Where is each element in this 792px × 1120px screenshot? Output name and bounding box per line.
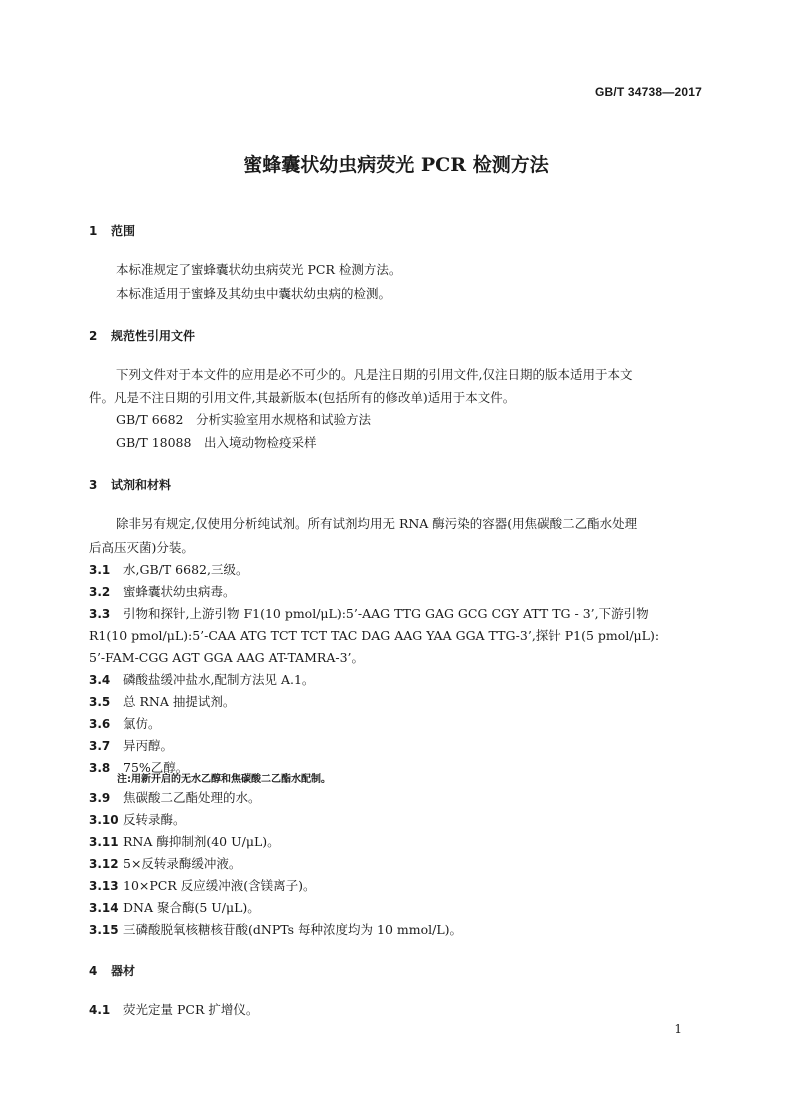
section-title: 规范性引用文件 [111,329,196,343]
clause-text: 10×PCR 反应缓冲液(含镁离子)。 [123,878,316,893]
clause-number: 3.2 [89,585,111,599]
clause-number: 3.10 [89,813,119,827]
clause-text: 总 RNA 抽提试剂。 [123,694,236,709]
clause-3-15 [89,918,704,942]
page-number: 1 [674,1022,682,1036]
clause-3-3-continued: 5’-FAM-CGG AGT GGA AAG AT-TAMRA-3’。 [89,650,365,665]
clause-number: 3.13 [89,879,119,893]
clause-3-3-continued: R1(10 pmol/μL):5’-CAA ATG TCT TCT TAC DAG AAG YAA GGA TTG-3’,探针 P1(5 pmol/μL): [89,628,660,643]
clause-3-1 [89,558,704,582]
section-number: 2 [89,329,98,343]
reference-item: GB/T 18088 出入境动物检疫采样 [116,435,317,450]
clause-3-5 [89,690,704,714]
clause-text: 异丙醇。 [123,738,174,753]
clause-3-9 [89,786,704,810]
clause-3-2 [89,580,704,604]
clause-number: 3.11 [89,835,119,849]
clause-number: 3.6 [89,717,111,731]
clause-3-13 [89,874,704,898]
paragraph: 后高压灭菌)分装。 [89,540,194,555]
clause-text: 反转录酶。 [123,812,186,827]
section-number: 1 [89,224,98,238]
clause-text: RNA 酶抑制剂(40 U/μL)。 [123,834,280,849]
clause-text: 水,GB/T 6682,三级。 [123,562,249,577]
clause-3-6 [89,712,704,736]
clause-text: 75%乙醇。 [123,760,189,775]
clause-4-1 [89,998,704,1022]
clause-text: 蜜蜂囊状幼虫病毒。 [123,584,236,599]
clause-number: 3.14 [89,901,119,915]
clause-number: 3.1 [89,563,111,577]
section-number: 3 [89,478,98,492]
clause-text: 三磷酸脱氧核糖核苷酸(dNPTs 每种浓度均为 10 mmol/L)。 [123,922,463,937]
clause-number: 3.9 [89,791,111,805]
clause-text: DNA 聚合酶(5 U/μL)。 [123,900,260,915]
clause-text: 荧光定量 PCR 扩增仪。 [123,1002,259,1017]
section-title: 试剂和材料 [111,478,172,492]
clause-text: 引物和探针,上游引物 F1(10 pmol/μL):5’-AAG TTG GAG GCG CGY ATT TG - 3’,下游引物 [123,606,649,621]
section-2-heading [89,327,195,344]
section-number: 4 [89,964,98,978]
clause-text: 焦碳酸二乙酯处理的水。 [123,790,261,805]
paragraph: 本标准规定了蜜蜂囊状幼虫病荧光 PCR 检测方法。 [116,262,402,277]
reference-item: GB/T 6682 分析实验室用水规格和试验方法 [116,412,372,427]
standard-number: GB/T 34738—2017 [594,85,702,99]
paragraph: 本标准适用于蜜蜂及其幼虫中囊状幼虫病的检测。 [116,286,392,301]
clause-number: 3.5 [89,695,111,709]
clause-3-7 [89,734,704,758]
clause-3-11 [89,830,704,854]
clause-number: 4.1 [89,1003,111,1017]
clause-3-10 [89,808,704,832]
section-4-heading [89,962,135,979]
paragraph: 下列文件对于本文件的应用是必不可少的。凡是注日期的引用文件,仅注日期的版本适用于本文 [116,367,633,382]
clause-3-14 [89,896,704,920]
clause-number: 3.7 [89,739,111,753]
note: 注:用新开启的无水乙醇和焦碳酸二乙酯水配制。 [117,774,331,785]
paragraph: 除非另有规定,仅使用分析纯试剂。所有试剂均用无 RNA 酶污染的容器(用焦碳酸二乙酯水处理 [116,516,638,531]
clause-number: 3.3 [89,607,111,621]
clause-number: 3.8 [89,761,111,775]
clause-text: 氯仿。 [123,716,161,731]
document-title: 蜜蜂囊状幼虫病荧光 PCR 检测方法 [243,154,549,176]
clause-3-12 [89,852,704,876]
paragraph: 件。凡是不注日期的引用文件,其最新版本(包括所有的修改单)适用于本文件。 [89,390,516,405]
section-1-heading [89,222,135,239]
clause-text: 磷酸盐缓冲盐水,配制方法见 A.1。 [123,672,315,687]
clause-3-4 [89,668,704,692]
clause-number: 3.15 [89,923,119,937]
clause-text: 5×反转录酶缓冲液。 [123,856,242,871]
clause-number: 3.4 [89,673,111,687]
clause-3-3 [89,602,704,626]
section-title: 器材 [111,964,136,978]
section-title: 范围 [111,224,136,238]
clause-number: 3.12 [89,857,119,871]
section-3-heading [89,476,171,493]
